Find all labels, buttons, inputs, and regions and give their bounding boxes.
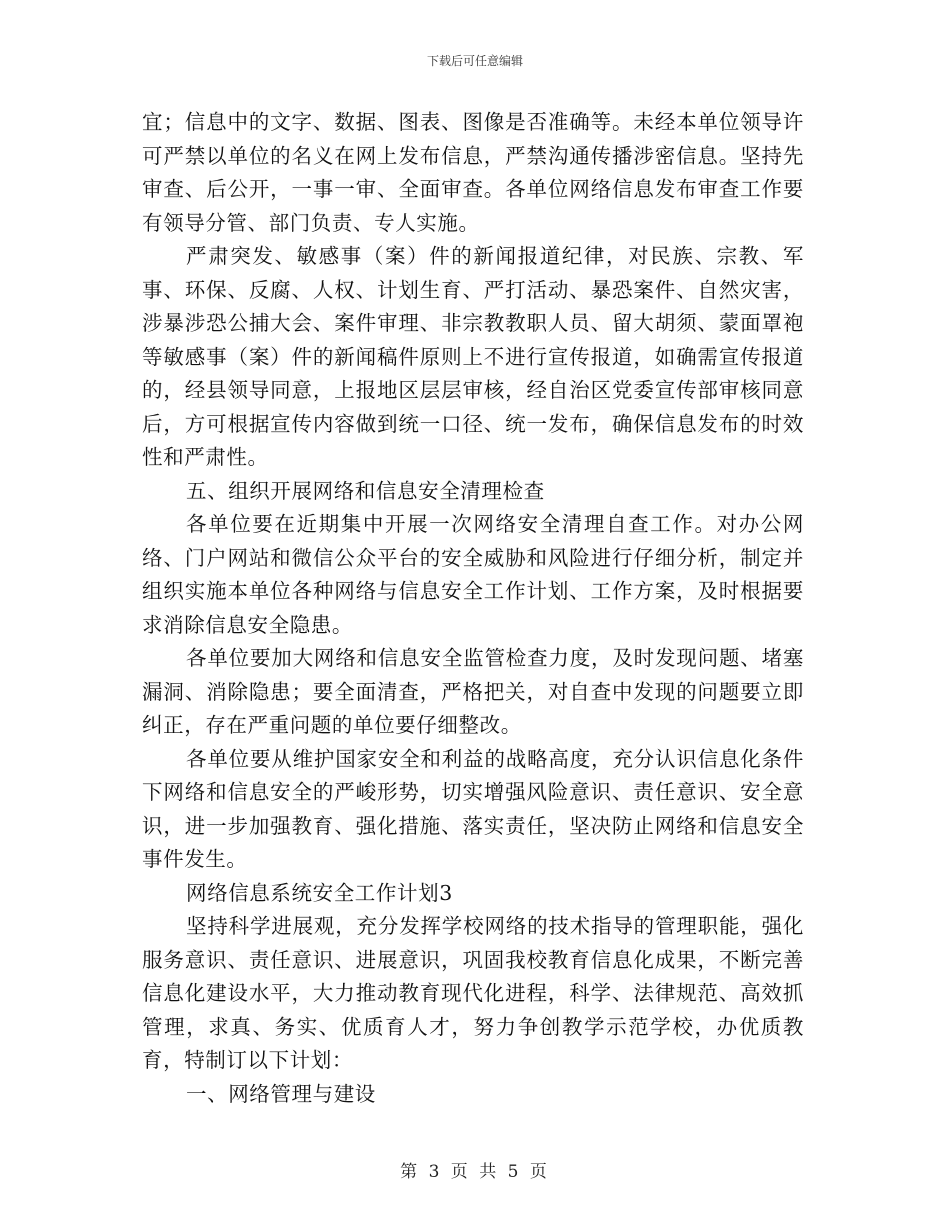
page-header: 下载后可任意编辑 (426, 54, 523, 68)
paragraph-plan-intro: 坚持科学进展观，充分发挥学校网络的技术指导的管理职能，强化服务意识、责任意识、进展意识，巩固我校教育信息化成果，不断完善信息化建设水平，大力推动教育现代化进程，科学、法律规范、高效抓管理，求真、务实、优质育人才，努力争创教学示范学校，办优质教育，特制订以下计划： (142, 914, 804, 1072)
document-body (142, 106, 804, 1111)
page-footer: 第 3 页 共 5 页 (400, 1162, 550, 1182)
paragraph-continued: 宜；信息中的文字、数据、图表、图像是否准确等。未经本单位领导许可严禁以单位的名义在网上发布信息，严禁沟通传播涉密信息。坚持先审查、后公开，一事一审、全面审查。各单位网络信息发布审查工作要有领导分管、部门负责、专人实施。 (142, 110, 804, 235)
paragraph-news-discipline: 严肃突发、敏感事（案）件的新闻报道纪律，对民族、宗教、军事、环保、反腐、人权、计划生育、严打活动、暴恐案件、自然灾害，涉暴涉恐公捕大会、案件审理、非宗教教职人员、留大胡须、蒙面罩袍等敏感事（案）件的新闻稿件原则上不进行宣传报道，如确需宣传报道的，经县领导同意，上报地区层层审核，经自治区党委宣传部审核同意后，方可根据宣传内容做到统一口径、统一发布，确保信息发布的时效性和严肃性。 (142, 244, 804, 469)
section-heading-five: 五、组织开展网络和信息安全清理检查 (186, 478, 545, 503)
section-heading-one: 一、网络管理与建设 (186, 1081, 376, 1106)
paragraph-supervision: 各单位要加大网络和信息安全监管检查力度，及时发现问题、堵塞漏洞、消除隐患；要全面清查，严格把关，对自查中发现的问题要立即纠正，存在严重问题的单位要仔细整改。 (142, 646, 804, 737)
paragraph-self-check: 各单位要在近期集中开展一次网络安全清理自查工作。对办公网络、门户网站和微信公众平台的安全威胁和风险进行仔细分析，制定并组织实施本单位各种网络与信息安全工作计划、工作方案，及时根据要求消除信息安全隐患。 (142, 512, 804, 637)
plan-title-3: 网络信息系统安全工作计划3 (186, 880, 453, 905)
paragraph-national-security: 各单位要从维护国家安全和利益的战略高度，充分认识信息化条件下网络和信息安全的严峻形势，切实增强风险意识、责任意识、安全意识，进一步加强教育、强化措施、落实责任，坚决防止网络和信息安全事件发生。 (142, 746, 804, 871)
